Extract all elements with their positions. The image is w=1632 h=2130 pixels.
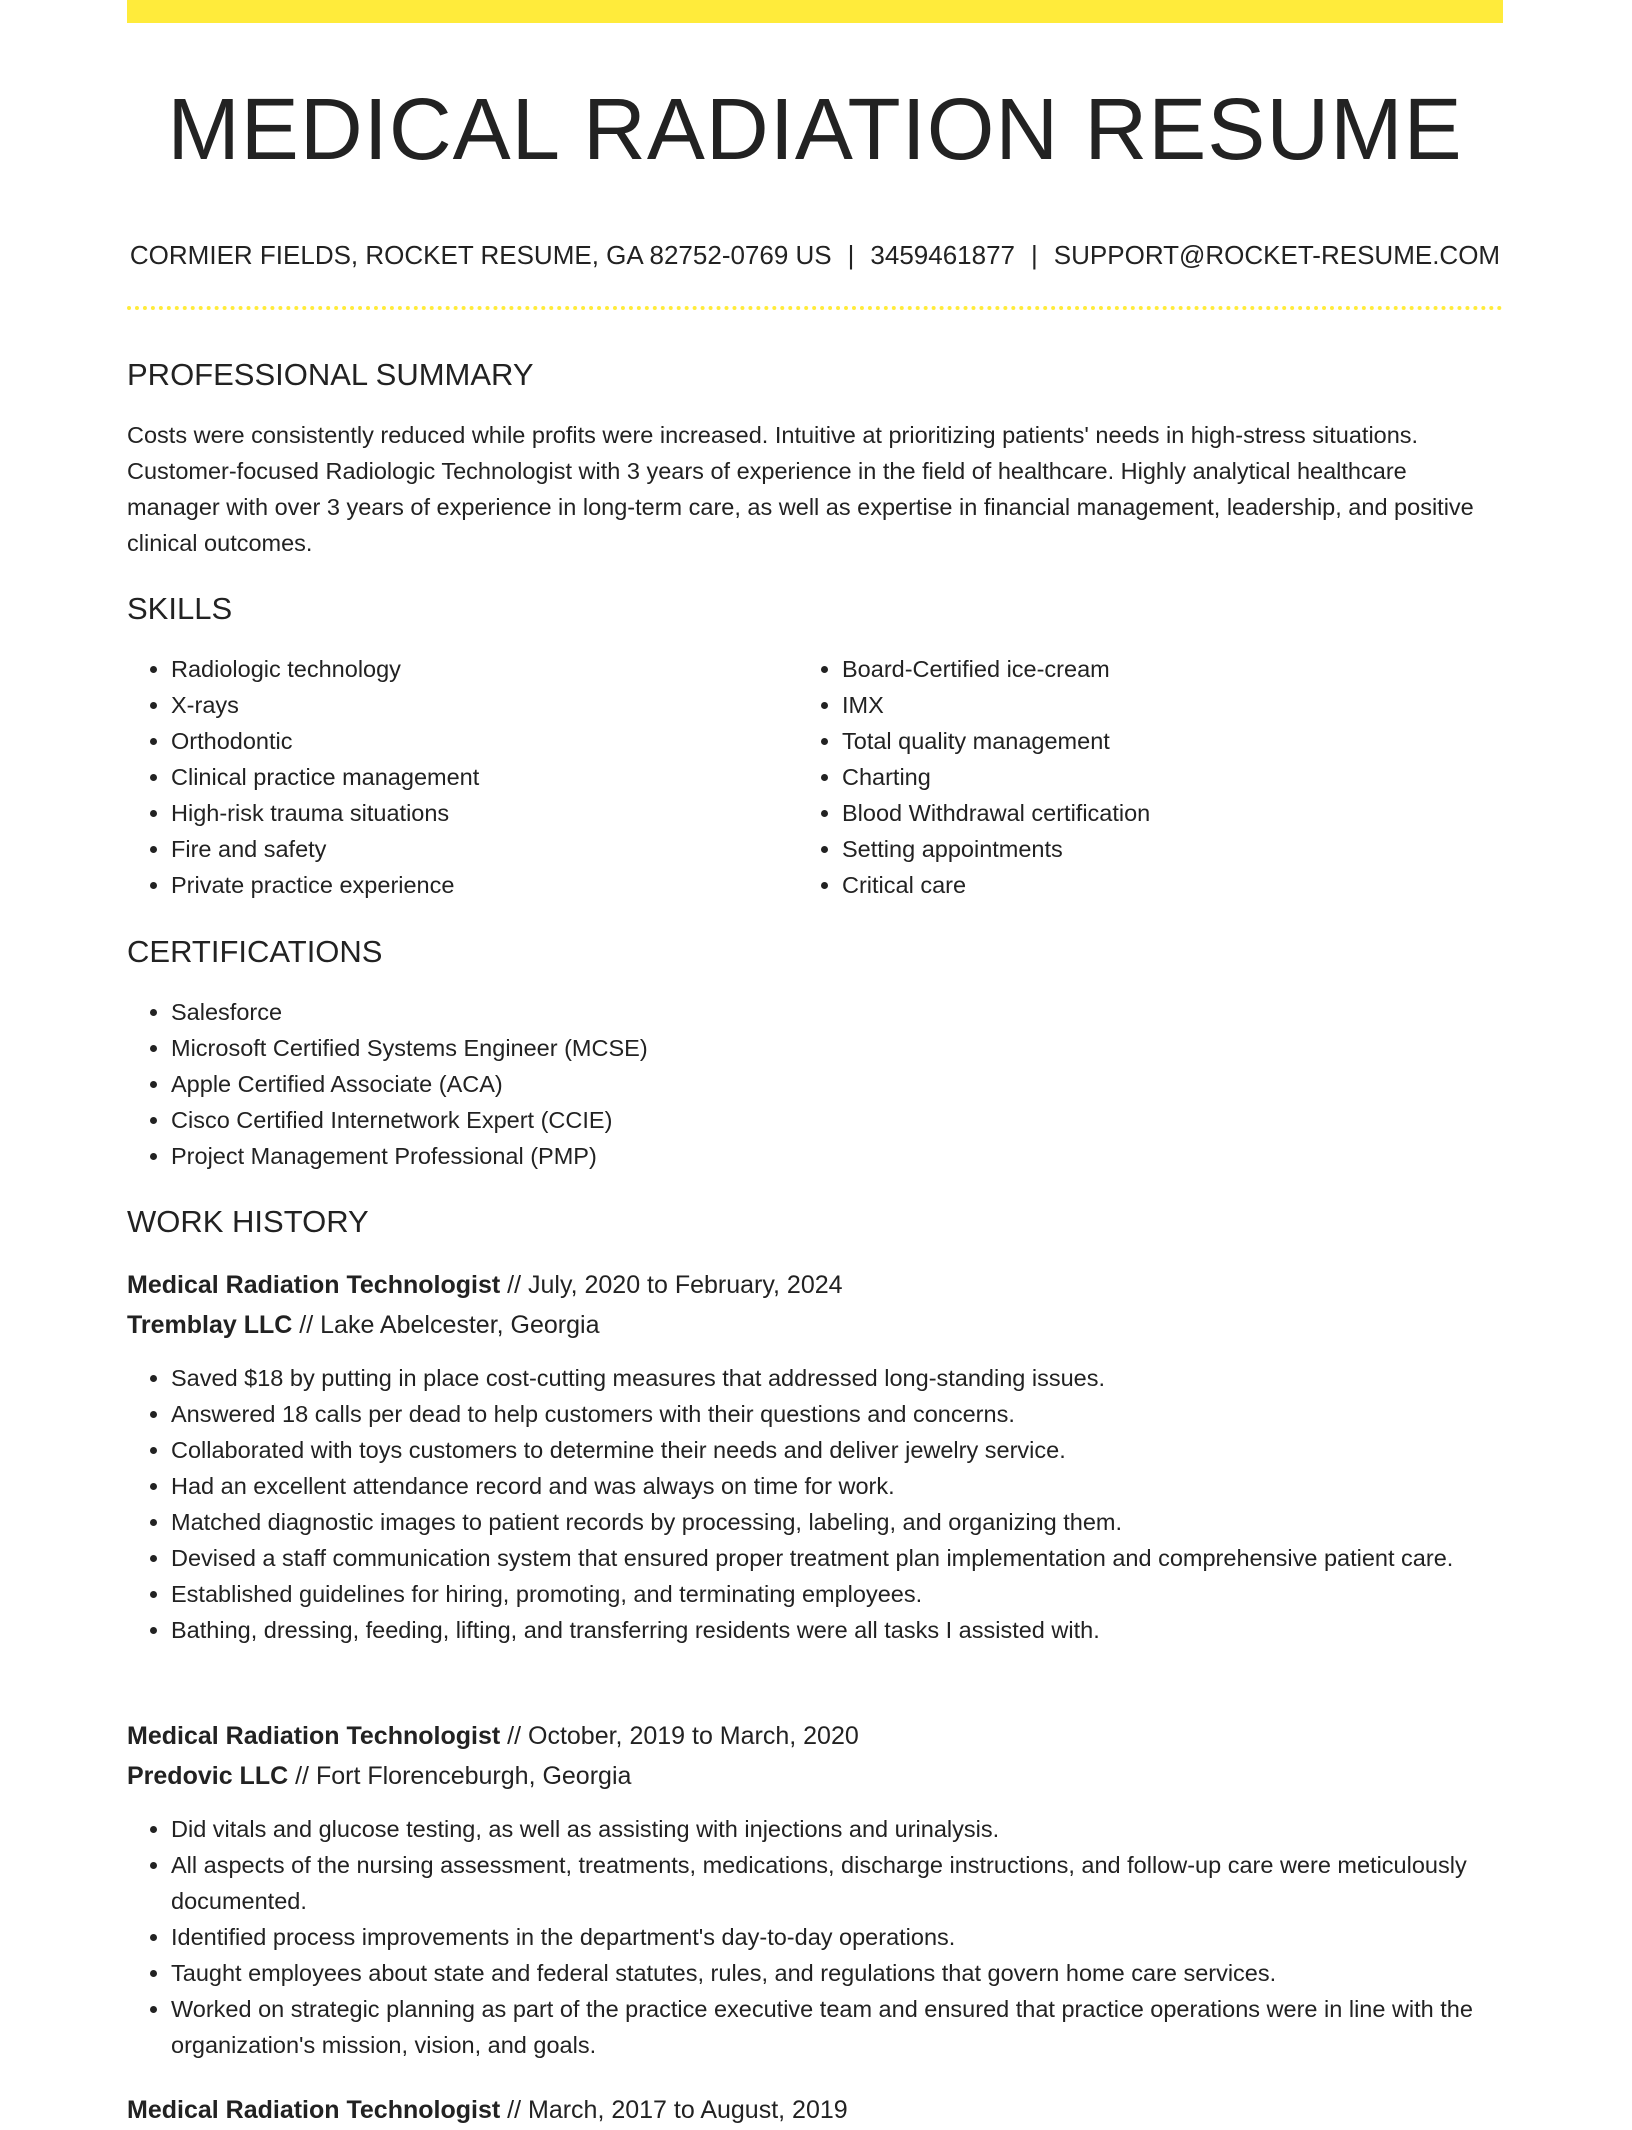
- delimiter: //: [295, 1762, 310, 1790]
- certifications-heading: CERTIFICATIONS: [127, 934, 383, 969]
- resume-title: MEDICAL RADIATION RESUME: [167, 81, 1463, 178]
- skill-item: • Orthodontic: [171, 723, 811, 759]
- job-company-line: [127, 1305, 1503, 1345]
- job-title-line: [127, 1265, 1503, 1305]
- skill-item: • Setting appointments: [842, 831, 1522, 867]
- job-bullet: • Had an excellent attendance record and was always on time for work.: [171, 1468, 1547, 1504]
- certification-item: • Salesforce: [171, 994, 1547, 1030]
- certification-item: • Microsoft Certified Systems Engineer (MCSE): [171, 1030, 1547, 1066]
- delimiter: //: [507, 1722, 522, 1750]
- work-history-heading: WORK HISTORY: [127, 1204, 369, 1239]
- job-bullets: [127, 1360, 1547, 1648]
- skill-item: • Charting: [842, 759, 1522, 795]
- email: SUPPORT@ROCKET-RESUME.COM: [1053, 240, 1501, 270]
- job-role: Medical Radiation Technologist: [127, 1271, 501, 1299]
- job-bullet: • Collaborated with toys customers to determine their needs and deliver jewelry service.: [171, 1432, 1547, 1468]
- address: CORMIER FIELDS, ROCKET RESUME, GA 82752-0769 US: [129, 240, 832, 270]
- summary-heading: PROFESSIONAL SUMMARY: [127, 357, 534, 392]
- skills-heading: SKILLS: [127, 591, 233, 626]
- job-bullet: • Established guidelines for hiring, promoting, and terminating employees.: [171, 1576, 1547, 1612]
- job-bullet: • Answered 18 calls per dead to help customers with their questions and concerns.: [171, 1396, 1547, 1432]
- job-title-line: [127, 1716, 1503, 1756]
- job-dates: July, 2020 to February, 2024: [528, 1271, 843, 1299]
- job-bullet: • Matched diagnostic images to patient records by processing, labeling, and organizing them.: [171, 1504, 1547, 1540]
- job-title-line: [127, 2090, 1503, 2130]
- skill-item: • Fire and safety: [171, 831, 811, 867]
- summary-text: Costs were consistently reduced while profits were increased. Intuitive at prioritizing patients' needs in high-stress situations. Customer-focused Radiologic Technologist with 3 years of experience in the field of healthcare. Highly analytical healthcare manager with over 3 years of experience in long-term care, as well as expertise in financial management, leadership, and positive clinical outcomes.: [127, 422, 1474, 556]
- certification-item: • Cisco Certified Internetwork Expert (CCIE): [171, 1102, 1547, 1138]
- contact-line: [127, 235, 1503, 275]
- skill-item: • Radiologic technology: [171, 651, 811, 687]
- skill-item: • Critical care: [842, 867, 1522, 903]
- job-bullet: • Taught employees about state and federal statutes, rules, and regulations that govern home care services.: [171, 1955, 1547, 1991]
- contact-separator: |: [1031, 240, 1038, 270]
- skill-item: • Board-Certified ice-cream: [842, 651, 1522, 687]
- certifications-list: [127, 994, 1547, 1174]
- skills-list-left: [127, 651, 811, 903]
- phone: 3459461877: [870, 240, 1016, 270]
- job-bullets: [127, 1811, 1547, 2063]
- top-accent-bar: [127, 0, 1503, 23]
- job-bullet: • Worked on strategic planning as part of the practice executive team and ensured that practice operations were in line with the organization's mission, vision, and goals.: [171, 1991, 1547, 2063]
- skills-list-right: [798, 651, 1522, 903]
- contact-separator: |: [847, 240, 855, 270]
- job-location: Fort Florenceburgh, Georgia: [315, 1762, 632, 1790]
- certification-item: • Apple Certified Associate (ACA): [171, 1066, 1547, 1102]
- skill-item: • Blood Withdrawal certification: [842, 795, 1522, 831]
- job-bullet: • Saved $18 by putting in place cost-cutting measures that addressed long-standing issues.: [171, 1360, 1547, 1396]
- delimiter: //: [299, 1311, 314, 1339]
- delimiter: //: [507, 2096, 522, 2124]
- job-bullet: • Bathing, dressing, feeding, lifting, and transferring residents were all tasks I assisted with.: [171, 1612, 1547, 1648]
- job-role: Medical Radiation Technologist: [127, 2096, 501, 2124]
- job-bullet: • Identified process improvements in the department's day-to-day operations.: [171, 1919, 1547, 1955]
- skill-item: • X-rays: [171, 687, 811, 723]
- delimiter: //: [507, 1271, 522, 1299]
- job-role: Medical Radiation Technologist: [127, 1722, 501, 1750]
- job-bullet: • Did vitals and glucose testing, as well as assisting with injections and urinalysis.: [171, 1811, 1547, 1847]
- job-bullet: • All aspects of the nursing assessment, treatments, medications, discharge instructions, and follow-up care were meticulously documented.: [171, 1847, 1547, 1919]
- dotted-divider: [127, 306, 1503, 310]
- skill-item: • Private practice experience: [171, 867, 811, 903]
- skill-item: • IMX: [842, 687, 1522, 723]
- skill-item: • Total quality management: [842, 723, 1522, 759]
- job-company-line: [127, 1756, 1503, 1796]
- job-location: Lake Abelcester, Georgia: [320, 1311, 600, 1339]
- skill-item: • Clinical practice management: [171, 759, 811, 795]
- certification-item: • Project Management Professional (PMP): [171, 1138, 1547, 1174]
- job-bullet: • Devised a staff communication system that ensured proper treatment plan implementation and comprehensive patient care.: [171, 1540, 1547, 1576]
- job-dates: March, 2017 to August, 2019: [528, 2096, 848, 2124]
- job-dates: October, 2019 to March, 2020: [528, 1722, 859, 1750]
- job-company: Predovic LLC: [127, 1762, 289, 1790]
- job-company: Tremblay LLC: [127, 1311, 293, 1339]
- skill-item: • High-risk trauma situations: [171, 795, 811, 831]
